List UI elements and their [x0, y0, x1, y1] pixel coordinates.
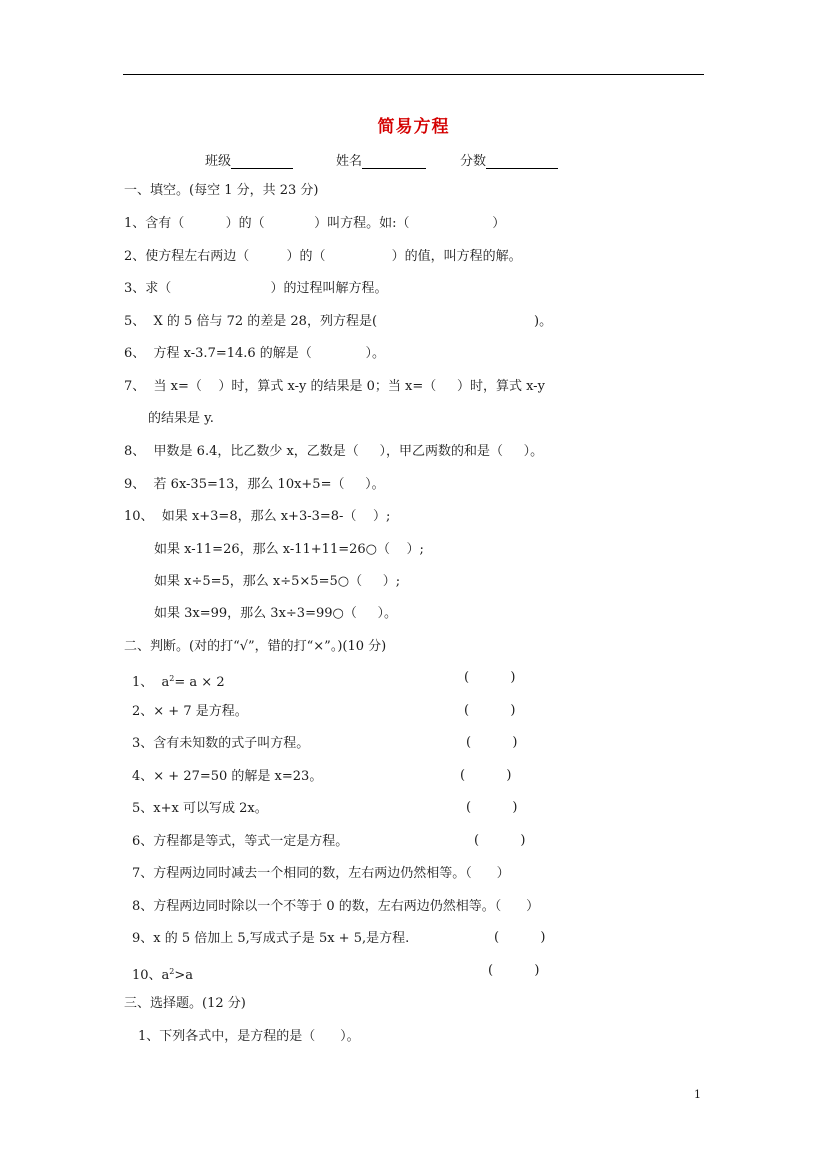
- judge-question-4: 4、× + 27=50 的解是 x=23。: [132, 769, 323, 784]
- judge-question-5: 5、x+x 可以写成 2x。: [132, 801, 268, 816]
- section2-heading: 二、判断。(对的打“√”，错的打“×”。)(10 分): [124, 639, 387, 654]
- name-field: [336, 150, 426, 169]
- answer-paren-1: ( ): [464, 670, 516, 685]
- name-label: 姓名: [336, 154, 363, 169]
- judge-question-6: 6、方程都是等式，等式一定是方程。: [132, 834, 349, 849]
- fill-question-8: 8、 甲数是 6.4，比乙数少 x，乙数是（ ），甲乙两数的和是（ ）。: [124, 444, 544, 459]
- answer-paren-10: ( ): [488, 963, 540, 978]
- section1-heading: 一、填空。(每空 1 分，共 23 分): [124, 183, 319, 198]
- answer-paren-3: ( ): [466, 735, 518, 750]
- answer-paren-2: ( ): [464, 703, 516, 718]
- class-label: 班级: [205, 154, 232, 169]
- page-number: 1: [694, 1088, 701, 1101]
- score-label: 分数: [460, 154, 487, 169]
- judge-question-9: 9、x 的 5 倍加上 5,写成式子是 5x + 5,是方程.: [132, 931, 410, 946]
- judge-q10-rest: >a: [174, 968, 194, 983]
- choice-question-1: 1、下列各式中，是方程的是（ ）。: [138, 1029, 360, 1044]
- judge-q1-rest: = a × 2: [174, 675, 225, 690]
- judge-question-3: 3、含有未知数的式子叫方程。: [132, 736, 310, 751]
- fill-question-7-line1: 7、 当 x=（ ）时，算式 x-y 的结果是 0；当 x=（ ）时，算式 x-y: [124, 379, 545, 394]
- judge-q10-exponent: 2: [169, 967, 175, 976]
- score-field: [460, 150, 558, 169]
- answer-paren-6: ( ): [474, 833, 526, 848]
- answer-paren-9: ( ): [494, 930, 546, 945]
- judge-question-10: [132, 963, 193, 985]
- fill-question-2: 2、使方程左右两边（ ）的（ ）的值，叫方程的解。: [124, 249, 522, 264]
- fill-question-3: 3、求（ ）的过程叫解方程。: [124, 281, 388, 296]
- name-blank: [362, 154, 426, 169]
- fill-question-10c: 如果 x÷5=5，那么 x÷5×5=5○（ ）;: [154, 574, 401, 589]
- class-field: [205, 150, 293, 169]
- fill-question-10a: 10、 如果 x+3=8，那么 x+3-3=8-（ ）;: [124, 509, 391, 524]
- judge-q1-exponent: 2: [169, 674, 175, 683]
- answer-paren-4: ( ): [460, 768, 512, 783]
- header-rule: [123, 74, 704, 75]
- judge-q1-base: 1、 a: [132, 675, 170, 690]
- score-blank: [486, 154, 558, 169]
- judge-question-1: [132, 670, 225, 692]
- class-blank: [231, 154, 293, 169]
- page-title: 简易方程: [377, 117, 450, 137]
- section3-heading: 三、选择题。(12 分): [124, 996, 246, 1011]
- judge-question-8: 8、方程两边同时除以一个不等于 0 的数，左右两边仍然相等。（ ）: [132, 899, 540, 914]
- fill-question-7-line2: 的结果是 y.: [148, 411, 214, 426]
- answer-paren-5: ( ): [466, 800, 518, 815]
- fill-question-10b: 如果 x-11=26，那么 x-11+11=26○（ ）;: [154, 542, 424, 557]
- fill-question-9: 9、 若 6x-35=13，那么 10x+5=（ ）。: [124, 477, 385, 492]
- fill-question-1: 1、含有（ ）的（ ）叫方程。如:（ ）: [124, 216, 506, 231]
- fill-question-5: 5、 X 的 5 倍与 72 的差是 28，列方程是( )。: [124, 314, 553, 329]
- judge-question-7: 7、方程两边同时减去一个相同的数，左右两边仍然相等。（ ）: [132, 866, 510, 881]
- fill-question-10d: 如果 3x=99，那么 3x÷3=99○（ ）。: [154, 606, 398, 621]
- judge-question-2: 2、× + 7 是方程。: [132, 704, 248, 719]
- fill-question-6: 6、 方程 x-3.7=14.6 的解是（ ）。: [124, 346, 386, 361]
- judge-q10-base: 10、a: [132, 968, 170, 983]
